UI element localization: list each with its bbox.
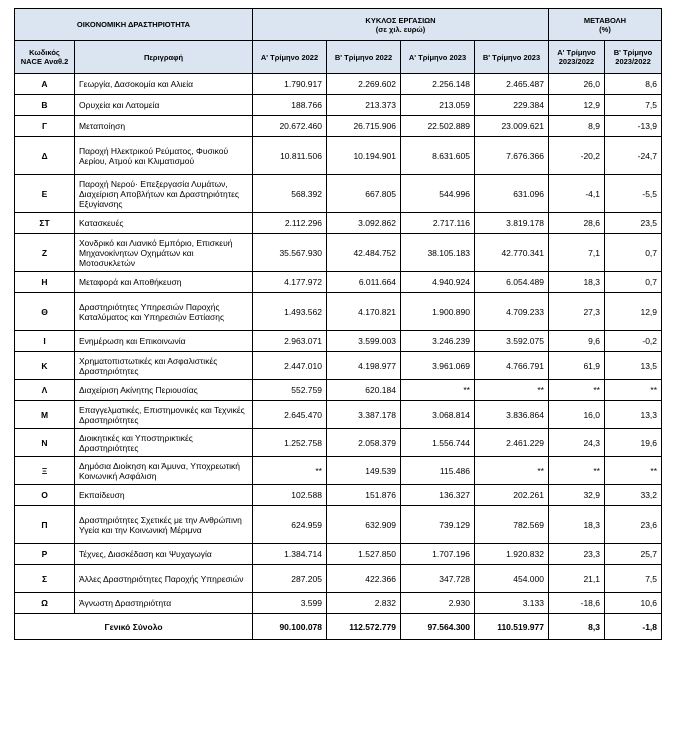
turnover-value: 151.876 [327,485,401,506]
turnover-value: 2.447.010 [253,352,327,380]
table-row [15,175,662,213]
turnover-value: 42.770.341 [475,234,549,272]
activity-description: Διαχείριση Ακίνητης Περιουσίας [75,380,253,401]
nace-code: Λ [15,380,75,401]
turnover-value: ** [253,457,327,485]
change-value: -0,2 [605,331,662,352]
turnover-value: 1.790.917 [253,74,327,95]
nace-code: Ε [15,175,75,213]
turnover-value: ** [475,457,549,485]
turnover-value: 1.493.562 [253,293,327,331]
activity-description: Τέχνες, Διασκέδαση και Ψυχαγωγία [75,544,253,565]
turnover-value: 3.599.003 [327,331,401,352]
nace-code: Ω [15,593,75,614]
change-value: -4,1 [549,175,605,213]
turnover-value: 3.819.178 [475,213,549,234]
table-row [15,485,662,506]
change-value: -24,7 [605,137,662,175]
nace-code: Α [15,74,75,95]
total-change: -1,8 [605,614,662,640]
period-col-header: Α' Τρίμηνο 2022 [253,41,327,74]
change-value: 23,5 [605,213,662,234]
total-row [15,614,662,640]
activity-description: Παροχή Ηλεκτρικού Ρεύματος, Φυσικού Αερίου, Ατμού και Κλιματισμού [75,137,253,175]
turnover-value: 739.129 [401,506,475,544]
turnover-value: 620.184 [327,380,401,401]
turnover-value: 3.836.864 [475,401,549,429]
change-value: 12,9 [549,95,605,116]
nace-code: Ν [15,429,75,457]
turnover-value: 2.112.296 [253,213,327,234]
change-value: 7,5 [605,95,662,116]
change-value: 9,6 [549,331,605,352]
activity-description: Άλλες Δραστηριότητες Παροχής Υπηρεσιών [75,565,253,593]
change-value: 25,7 [605,544,662,565]
activity-description: Χρηματοπιστωτικές και Ασφαλιστικές Δραστηριότητες [75,352,253,380]
turnover-value: 1.527.850 [327,544,401,565]
activity-description: Ενημέρωση και Επικοινωνία [75,331,253,352]
change-value: 0,7 [605,234,662,272]
turnover-value: 35.567.930 [253,234,327,272]
turnover-value: 38.105.183 [401,234,475,272]
turnover-value: 10.811.506 [253,137,327,175]
turnover-value: 544.996 [401,175,475,213]
turnover-value: 115.486 [401,457,475,485]
table-row [15,593,662,614]
table-row [15,234,662,272]
table-row [15,116,662,137]
desc-col-header: Περιγραφή [75,41,253,74]
change-value: 61,9 [549,352,605,380]
turnover-value: 3.961.069 [401,352,475,380]
turnover-value: ** [401,380,475,401]
period-col-header: Β' Τρίμηνο 2023 [475,41,549,74]
change-value: 33,2 [605,485,662,506]
table-row [15,457,662,485]
table-row [15,380,662,401]
change-value: 13,5 [605,352,662,380]
activity-description: Διοικητικές και Υποστηρικτικές Δραστηριότητες [75,429,253,457]
turnover-value: 3.387.178 [327,401,401,429]
turnover-value: 7.676.366 [475,137,549,175]
change-value: ** [605,380,662,401]
nace-code: Β [15,95,75,116]
change-value: -5,5 [605,175,662,213]
nace-code: Σ [15,565,75,593]
nace-code: Ζ [15,234,75,272]
turnover-value: 2.058.379 [327,429,401,457]
turnover-value: 8.631.605 [401,137,475,175]
turnover-value: 26.715.906 [327,116,401,137]
turnover-value: 632.909 [327,506,401,544]
turnover-value: 631.096 [475,175,549,213]
turnover-value: 782.569 [475,506,549,544]
table-row [15,95,662,116]
turnover-value: 2.269.602 [327,74,401,95]
turnover-value: 136.327 [401,485,475,506]
turnover-value: 3.246.239 [401,331,475,352]
turnover-value: 4.177.972 [253,272,327,293]
turnover-value: 22.502.889 [401,116,475,137]
change-value: 0,7 [605,272,662,293]
turnover-value: 2.256.148 [401,74,475,95]
table-row [15,544,662,565]
change-value: 16,0 [549,401,605,429]
total-value: 90.100.078 [253,614,327,640]
activity-description: Άγνωστη Δραστηριότητα [75,593,253,614]
table-row [15,137,662,175]
nace-code: Γ [15,116,75,137]
change-value: 27,3 [549,293,605,331]
nace-code: Ι [15,331,75,352]
turnover-value: 1.707.196 [401,544,475,565]
turnover-table [14,8,662,640]
turnover-value: 6.011.664 [327,272,401,293]
change-value: 28,6 [549,213,605,234]
turnover-value: 188.766 [253,95,327,116]
change-value: 32,9 [549,485,605,506]
change-value: 7,1 [549,234,605,272]
turnover-value: 1.556.744 [401,429,475,457]
table-row [15,293,662,331]
turnover-value: 42.484.752 [327,234,401,272]
turnover-value: 347.728 [401,565,475,593]
period-col-header: Β' Τρίμηνο 2022 [327,41,401,74]
turnover-value: 4.709.233 [475,293,549,331]
change-value: -20,2 [549,137,605,175]
turnover-value: 4.170.821 [327,293,401,331]
change-value: 23,6 [605,506,662,544]
table-row [15,331,662,352]
change-value: 21,1 [549,565,605,593]
change-value: 13,3 [605,401,662,429]
turnover-value: 287.205 [253,565,327,593]
turnover-value: 1.900.890 [401,293,475,331]
activity-description: Γεωργία, Δασοκομία και Αλιεία [75,74,253,95]
table-row [15,213,662,234]
turnover-value: 10.194.901 [327,137,401,175]
activity-description: Επαγγελματικές, Επιστημονικές και Τεχνικές Δραστηριότητες [75,401,253,429]
change-value: 8,9 [549,116,605,137]
turnover-value: 568.392 [253,175,327,213]
turnover-value: 2.645.470 [253,401,327,429]
period-col-header: Α' Τρίμηνο 2023 [401,41,475,74]
change-value: 18,3 [549,272,605,293]
turnover-header: ΚΥΚΛΟΣ ΕΡΓΑΣΙΩΝ (σε χιλ. ευρώ) [253,9,549,41]
table-row [15,401,662,429]
turnover-value: 2.832 [327,593,401,614]
total-value: 97.564.300 [401,614,475,640]
total-change: 8,3 [549,614,605,640]
change-value: -13,9 [605,116,662,137]
change-value: 26,0 [549,74,605,95]
table-row [15,506,662,544]
nace-code: ΣΤ [15,213,75,234]
turnover-value: 624.959 [253,506,327,544]
turnover-value: 202.261 [475,485,549,506]
turnover-value: 2.717.116 [401,213,475,234]
nace-code: Μ [15,401,75,429]
turnover-value: 213.373 [327,95,401,116]
nace-code: Η [15,272,75,293]
change-col-header: Β' Τρίμηνο 2023/2022 [605,41,662,74]
turnover-value: 2.461.229 [475,429,549,457]
change-value: ** [549,380,605,401]
table-row [15,429,662,457]
turnover-value: 2.930 [401,593,475,614]
activity-description: Δραστηριότητες Σχετικές με την Ανθρώπινη Υγεία και την Κοινωνική Μέριμνα [75,506,253,544]
code-col-header: Κωδικός NACE Αναθ.2 [15,41,75,74]
turnover-value: 4.766.791 [475,352,549,380]
turnover-value: 3.068.814 [401,401,475,429]
change-col-header: Α' Τρίμηνο 2023/2022 [549,41,605,74]
turnover-value: 3.133 [475,593,549,614]
activity-description: Μεταφορά και Αποθήκευση [75,272,253,293]
change-header: ΜΕΤΑΒΟΛΗ (%) [549,9,662,41]
total-value: 110.519.977 [475,614,549,640]
turnover-value: 552.759 [253,380,327,401]
turnover-value: 2.465.487 [475,74,549,95]
change-value: 12,9 [605,293,662,331]
turnover-value: 3.599 [253,593,327,614]
nace-code: Θ [15,293,75,331]
activity-description: Παροχή Νερού· Επεξεργασία Λυμάτων, Διαχείριση Αποβλήτων και Δραστηριότητες Εξυγίανσης [75,175,253,213]
turnover-value: 3.092.862 [327,213,401,234]
nace-code: Π [15,506,75,544]
change-value: 8,6 [605,74,662,95]
table-row [15,352,662,380]
activity-description: Δημόσια Διοίκηση και Άμυνα, Υποχρεωτική Κοινωνική Ασφάλιση [75,457,253,485]
turnover-value: 20.672.460 [253,116,327,137]
total-label: Γενικό Σύνολο [15,614,253,640]
change-value: ** [549,457,605,485]
nace-code: Ο [15,485,75,506]
turnover-value: 102.588 [253,485,327,506]
nace-code: Κ [15,352,75,380]
activity-description: Ορυχεία και Λατομεία [75,95,253,116]
turnover-value: 1.384.714 [253,544,327,565]
activity-description: Κατασκευές [75,213,253,234]
turnover-value: 3.592.075 [475,331,549,352]
turnover-value: 213.059 [401,95,475,116]
change-value: 10,6 [605,593,662,614]
table-row [15,272,662,293]
change-value: 23,3 [549,544,605,565]
change-value: 19,6 [605,429,662,457]
nace-code: Ξ [15,457,75,485]
nace-code: Ρ [15,544,75,565]
turnover-value: 4.198.977 [327,352,401,380]
turnover-value: 6.054.489 [475,272,549,293]
activity-description: Δραστηριότητες Υπηρεσιών Παροχής Καταλύματος και Υπηρεσιών Εστίασης [75,293,253,331]
turnover-value: ** [475,380,549,401]
turnover-value: 23.009.621 [475,116,549,137]
turnover-value: 454.000 [475,565,549,593]
nace-code: Δ [15,137,75,175]
turnover-value: 1.252.758 [253,429,327,457]
change-value: 7,5 [605,565,662,593]
turnover-value: 2.963.071 [253,331,327,352]
turnover-value: 422.366 [327,565,401,593]
total-value: 112.572.779 [327,614,401,640]
change-value: 24,3 [549,429,605,457]
turnover-value: 149.539 [327,457,401,485]
turnover-value: 229.384 [475,95,549,116]
activity-description: Μεταποίηση [75,116,253,137]
turnover-value: 667.805 [327,175,401,213]
change-value: -18,6 [549,593,605,614]
activity-description: Εκπαίδευση [75,485,253,506]
change-value: ** [605,457,662,485]
turnover-value: 4.940.924 [401,272,475,293]
table-row [15,74,662,95]
table-row [15,565,662,593]
activity-header: ΟΙΚΟΝΟΜΙΚΗ ΔΡΑΣΤΗΡΙΟΤΗΤΑ [15,9,253,41]
turnover-value: 1.920.832 [475,544,549,565]
change-value: 18,3 [549,506,605,544]
activity-description: Χονδρικό και Λιανικό Εμπόριο, Επισκευή Μηχανοκίνητων Οχημάτων και Μοτοσυκλετών [75,234,253,272]
